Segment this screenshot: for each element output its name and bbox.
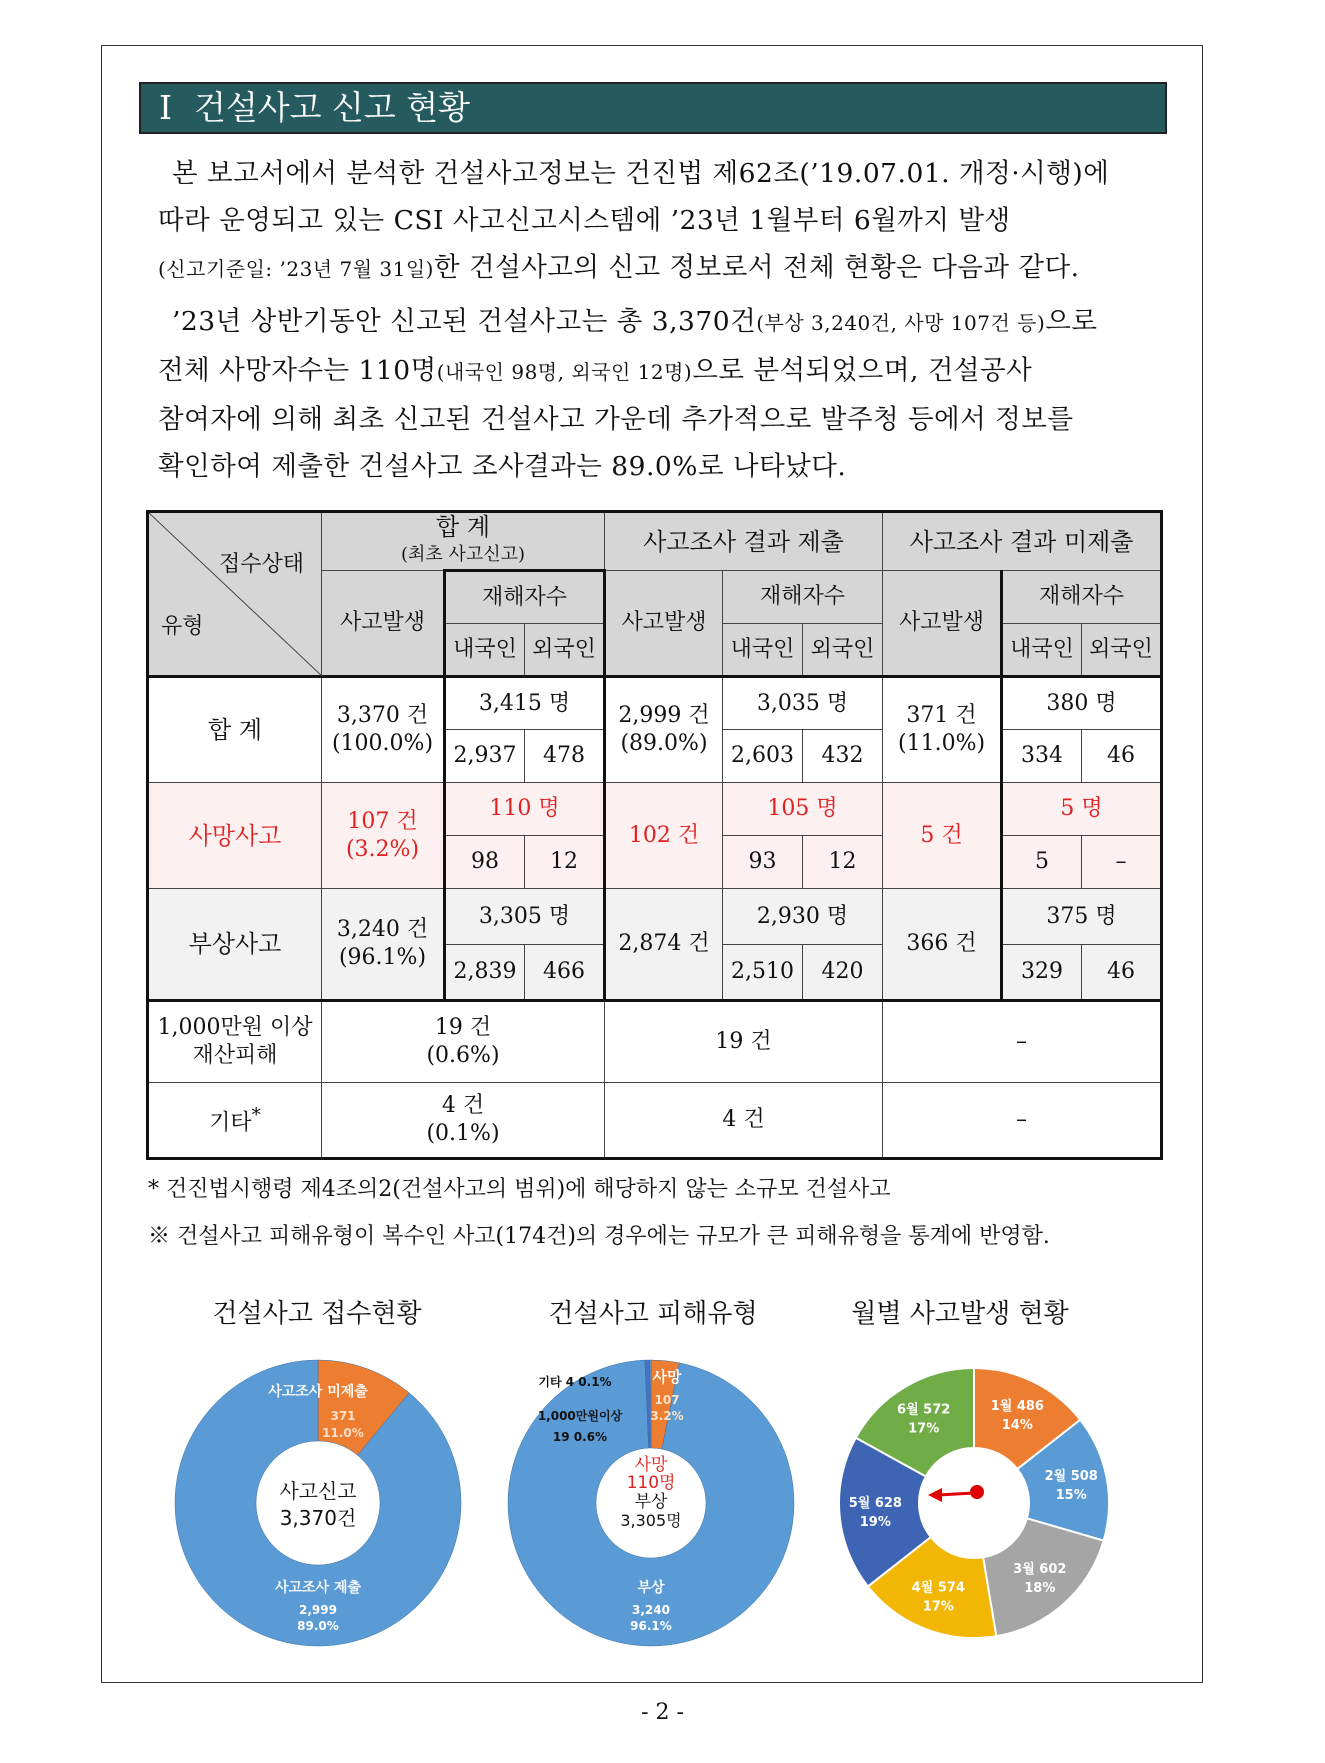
injury-dom: 2,839 (445, 945, 525, 1001)
p1-line2: 따라 운영되고 있는 CSI 사고신고시스템에 ’23년 1월부터 6월까지 발생 (158, 205, 1011, 236)
section-title: 건설사고 신고 현황 (194, 88, 471, 127)
chart2-value-injury: 3,240 (632, 1603, 670, 1617)
death-sub-occ: 102 건 (605, 783, 723, 889)
other-sub: 4 건 (605, 1083, 883, 1159)
p2-line2a: 전체 사망자수는 110명 (158, 355, 437, 386)
p1-line1: 본 보고서에서 분석한 건설사고정보는 건진법 제62조(’19.07.01. 개정·시행)에 (172, 158, 1110, 189)
th-victims-total: 재해자수 (445, 571, 605, 624)
chart2-value-property: 19 0.6% (552, 1430, 608, 1444)
group-not-submitted: 사고조사 결과 미제출 (883, 512, 1162, 571)
chart2-title: 건설사고 피해유형 (548, 1299, 758, 1329)
corner-type-label: 유형 (161, 614, 204, 639)
other-total-count: 4 건 (441, 1093, 485, 1118)
p2-line3: 참여자에 의해 최초 신고된 건설사고 가운데 추가적으로 발주청 등에서 정보를 (158, 404, 1074, 435)
p1-line3-note: (신고기준일: ’23년 7월 31일) (158, 257, 434, 281)
death-not-dom: 5 (1002, 836, 1082, 889)
injury-sub-for: 420 (803, 945, 883, 1001)
total-not-count: 371 건 (906, 703, 977, 728)
p2-line4: 확인하여 제출한 건설사고 조사결과는 89.0%로 나타났다. (158, 451, 847, 482)
injury-not-for: 46 (1082, 945, 1162, 1001)
footnote-1: * 건진법시행령 제4조의2(건설사고의 범위)에 해당하지 않는 소규모 건설사고 (148, 1177, 891, 1202)
chart1-pct-unsubmitted: 11.0% (322, 1426, 364, 1440)
injury-occ-count: 3,240 건 (336, 917, 429, 942)
total-not-pct: (11.0%) (898, 731, 986, 756)
chart1-title: 건설사고 접수현황 (212, 1299, 422, 1329)
total-not-victims: 380 명 (1002, 677, 1162, 730)
death-sub-victims: 105 명 (723, 783, 883, 836)
property-sub: 19 건 (605, 1001, 883, 1083)
chart2-label-death: 사망 (652, 1368, 682, 1386)
chart3-label-4: 5월 628 (848, 1496, 902, 1512)
chart2-pct-injury: 96.1% (630, 1619, 672, 1633)
arrow-icon (928, 1485, 984, 1502)
injury-victims: 3,305 명 (445, 889, 605, 945)
death-sub-for: 12 (803, 836, 883, 889)
th-occur-not-submitted: 사고발생 (883, 571, 1002, 677)
chart2-center-death-count: 110명 (626, 1473, 676, 1493)
chart2-label-property: 1,000만원이상 (537, 1409, 623, 1423)
chart1-center-line1: 사고신고 (279, 1479, 357, 1503)
injury-sub-occ: 2,874 건 (605, 889, 723, 1001)
injury-sub-victims: 2,930 명 (723, 889, 883, 945)
p2-line1a: ’23년 상반기동안 신고된 건설사고는 총 3,370건 (172, 306, 757, 337)
th-occur-total: 사고발생 (322, 571, 445, 677)
injury-not-dom: 329 (1002, 945, 1082, 1001)
total-victims: 3,415 명 (445, 677, 605, 730)
total-sub-victims: 3,035 명 (723, 677, 883, 730)
chart2-center-injury: 부상 (634, 1492, 668, 1512)
other-not: – (883, 1083, 1162, 1159)
property-label-2: 재산피해 (192, 1043, 278, 1068)
p2-line2b: (내국인 98명, 외국인 12명) (436, 360, 693, 384)
death-not-victims: 5 명 (1002, 783, 1162, 836)
group-total-sub: (최초 사고신고) (400, 544, 526, 565)
th-victims-submitted: 재해자수 (723, 571, 883, 624)
total-sub-count: 2,999 건 (618, 703, 710, 728)
injury-for: 466 (525, 945, 605, 1001)
footnote-2: ※ 건설사고 피해유형이 복수인 사고(174건)의 경우에는 규모가 큰 피해유형을 통계에 반영함. (148, 1224, 1050, 1249)
chart1-pct-submitted: 89.0% (297, 1619, 339, 1633)
injury-occ-pct: (96.1%) (338, 945, 427, 970)
chart3-pct-2: 18% (1024, 1580, 1056, 1596)
p2-line2c: 으로 분석되었으며, 건설공사 (692, 355, 1033, 386)
th-domestic-not-submitted: 내국인 (1002, 624, 1082, 677)
th-victims-not-submitted: 재해자수 (1002, 571, 1162, 624)
p2-line1b: (부상 3,240건, 사망 107건 등) (756, 311, 1046, 335)
chart1-value-submitted: 2,999 (299, 1603, 337, 1617)
property-not: – (883, 1001, 1162, 1083)
page-number: - 2 - (641, 1700, 684, 1725)
section-number: I (159, 88, 173, 127)
death-occ-count: 107 건 (347, 808, 418, 834)
death-sub-dom: 93 (723, 836, 803, 889)
chart3-pct-1: 15% (1055, 1488, 1087, 1504)
chart3-pct-4: 19% (859, 1515, 891, 1531)
corner-status-label: 접수상태 (219, 552, 305, 577)
chart2-center-injury-count: 3,305명 (620, 1511, 682, 1530)
chart2-pct-death: 3.2% (650, 1409, 684, 1423)
chart3-label-0: 1월 486 (990, 1398, 1044, 1414)
chart3-label-1: 2월 508 (1044, 1469, 1098, 1485)
total-sub-dom: 2,603 (723, 730, 803, 783)
chart1-value-unsubmitted: 371 (330, 1409, 356, 1423)
chart2-value-death: 107 (654, 1393, 680, 1407)
chart1-label-unsubmitted: 사고조사 미제출 (268, 1384, 368, 1400)
chart3-pct-0: 14% (1001, 1417, 1033, 1433)
property-total-count: 19 건 (434, 1015, 492, 1040)
total-sub-for: 432 (803, 730, 883, 783)
death-occ-pct: (3.2%) (345, 836, 420, 862)
chart2-label-injury: 부상 (637, 1580, 665, 1596)
th-occur-submitted: 사고발생 (605, 571, 723, 677)
death-for: 12 (525, 836, 605, 889)
p1-line3: 한 건설사고의 신고 정보로서 전체 현황은 다음과 같다. (433, 252, 1080, 283)
injury-sub-dom: 2,510 (723, 945, 803, 1001)
injury-not-victims: 375 명 (1002, 889, 1162, 945)
row-death-label: 사망사고 (148, 783, 322, 889)
chart3-label-5: 6월 572 (897, 1402, 951, 1418)
property-label-1: 1,000만원 이상 (157, 1015, 313, 1040)
th-domestic-total: 내국인 (445, 624, 525, 677)
death-not-occ: 5 건 (883, 783, 1002, 889)
chart3-label-3: 4월 574 (911, 1580, 965, 1596)
chart3-pct-3: 17% (922, 1599, 954, 1615)
total-dom: 2,937 (445, 730, 525, 783)
chart3-slice-2 (983, 1518, 1104, 1636)
p2-line1c: 으로 (1045, 306, 1098, 337)
other-footnote-mark: * (251, 1105, 261, 1127)
total-occ-pct: (100.0%) (331, 731, 434, 756)
th-foreign-total: 외국인 (525, 624, 605, 677)
row-injury-label: 부상사고 (148, 889, 322, 1001)
death-not-for: – (1082, 836, 1162, 889)
chart3-pct-5: 17% (908, 1421, 940, 1437)
chart1-center-line2: 3,370건 (279, 1506, 357, 1530)
property-total-pct: (0.6%) (426, 1043, 500, 1068)
chart1-label-submitted: 사고조사 제출 (274, 1580, 362, 1596)
group-submitted: 사고조사 결과 제출 (605, 512, 883, 571)
group-total-label: 합 계 (436, 513, 490, 541)
chart2-label-other: 기타 4 0.1% (538, 1375, 612, 1389)
total-occ-count: 3,370 건 (336, 703, 429, 728)
chart3-label-2: 3월 602 (1013, 1561, 1067, 1577)
death-dom: 98 (445, 836, 525, 889)
th-domestic-submitted: 내국인 (723, 624, 803, 677)
total-sub-pct: (89.0%) (620, 731, 708, 756)
other-label: 기타 (209, 1110, 252, 1136)
total-for: 478 (525, 730, 605, 783)
chart2-center-death: 사망 (634, 1455, 668, 1475)
other-total-pct: (0.1%) (426, 1121, 500, 1146)
row-total-label: 합 계 (148, 677, 322, 783)
death-victims: 110 명 (445, 783, 605, 836)
total-not-for: 46 (1082, 730, 1162, 783)
chart3-title: 월별 사고발생 현황 (851, 1299, 1069, 1329)
injury-not-occ: 366 건 (883, 889, 1002, 1001)
th-foreign-not-submitted: 외국인 (1082, 624, 1162, 677)
total-not-dom: 334 (1002, 730, 1082, 783)
th-foreign-submitted: 외국인 (803, 624, 883, 677)
